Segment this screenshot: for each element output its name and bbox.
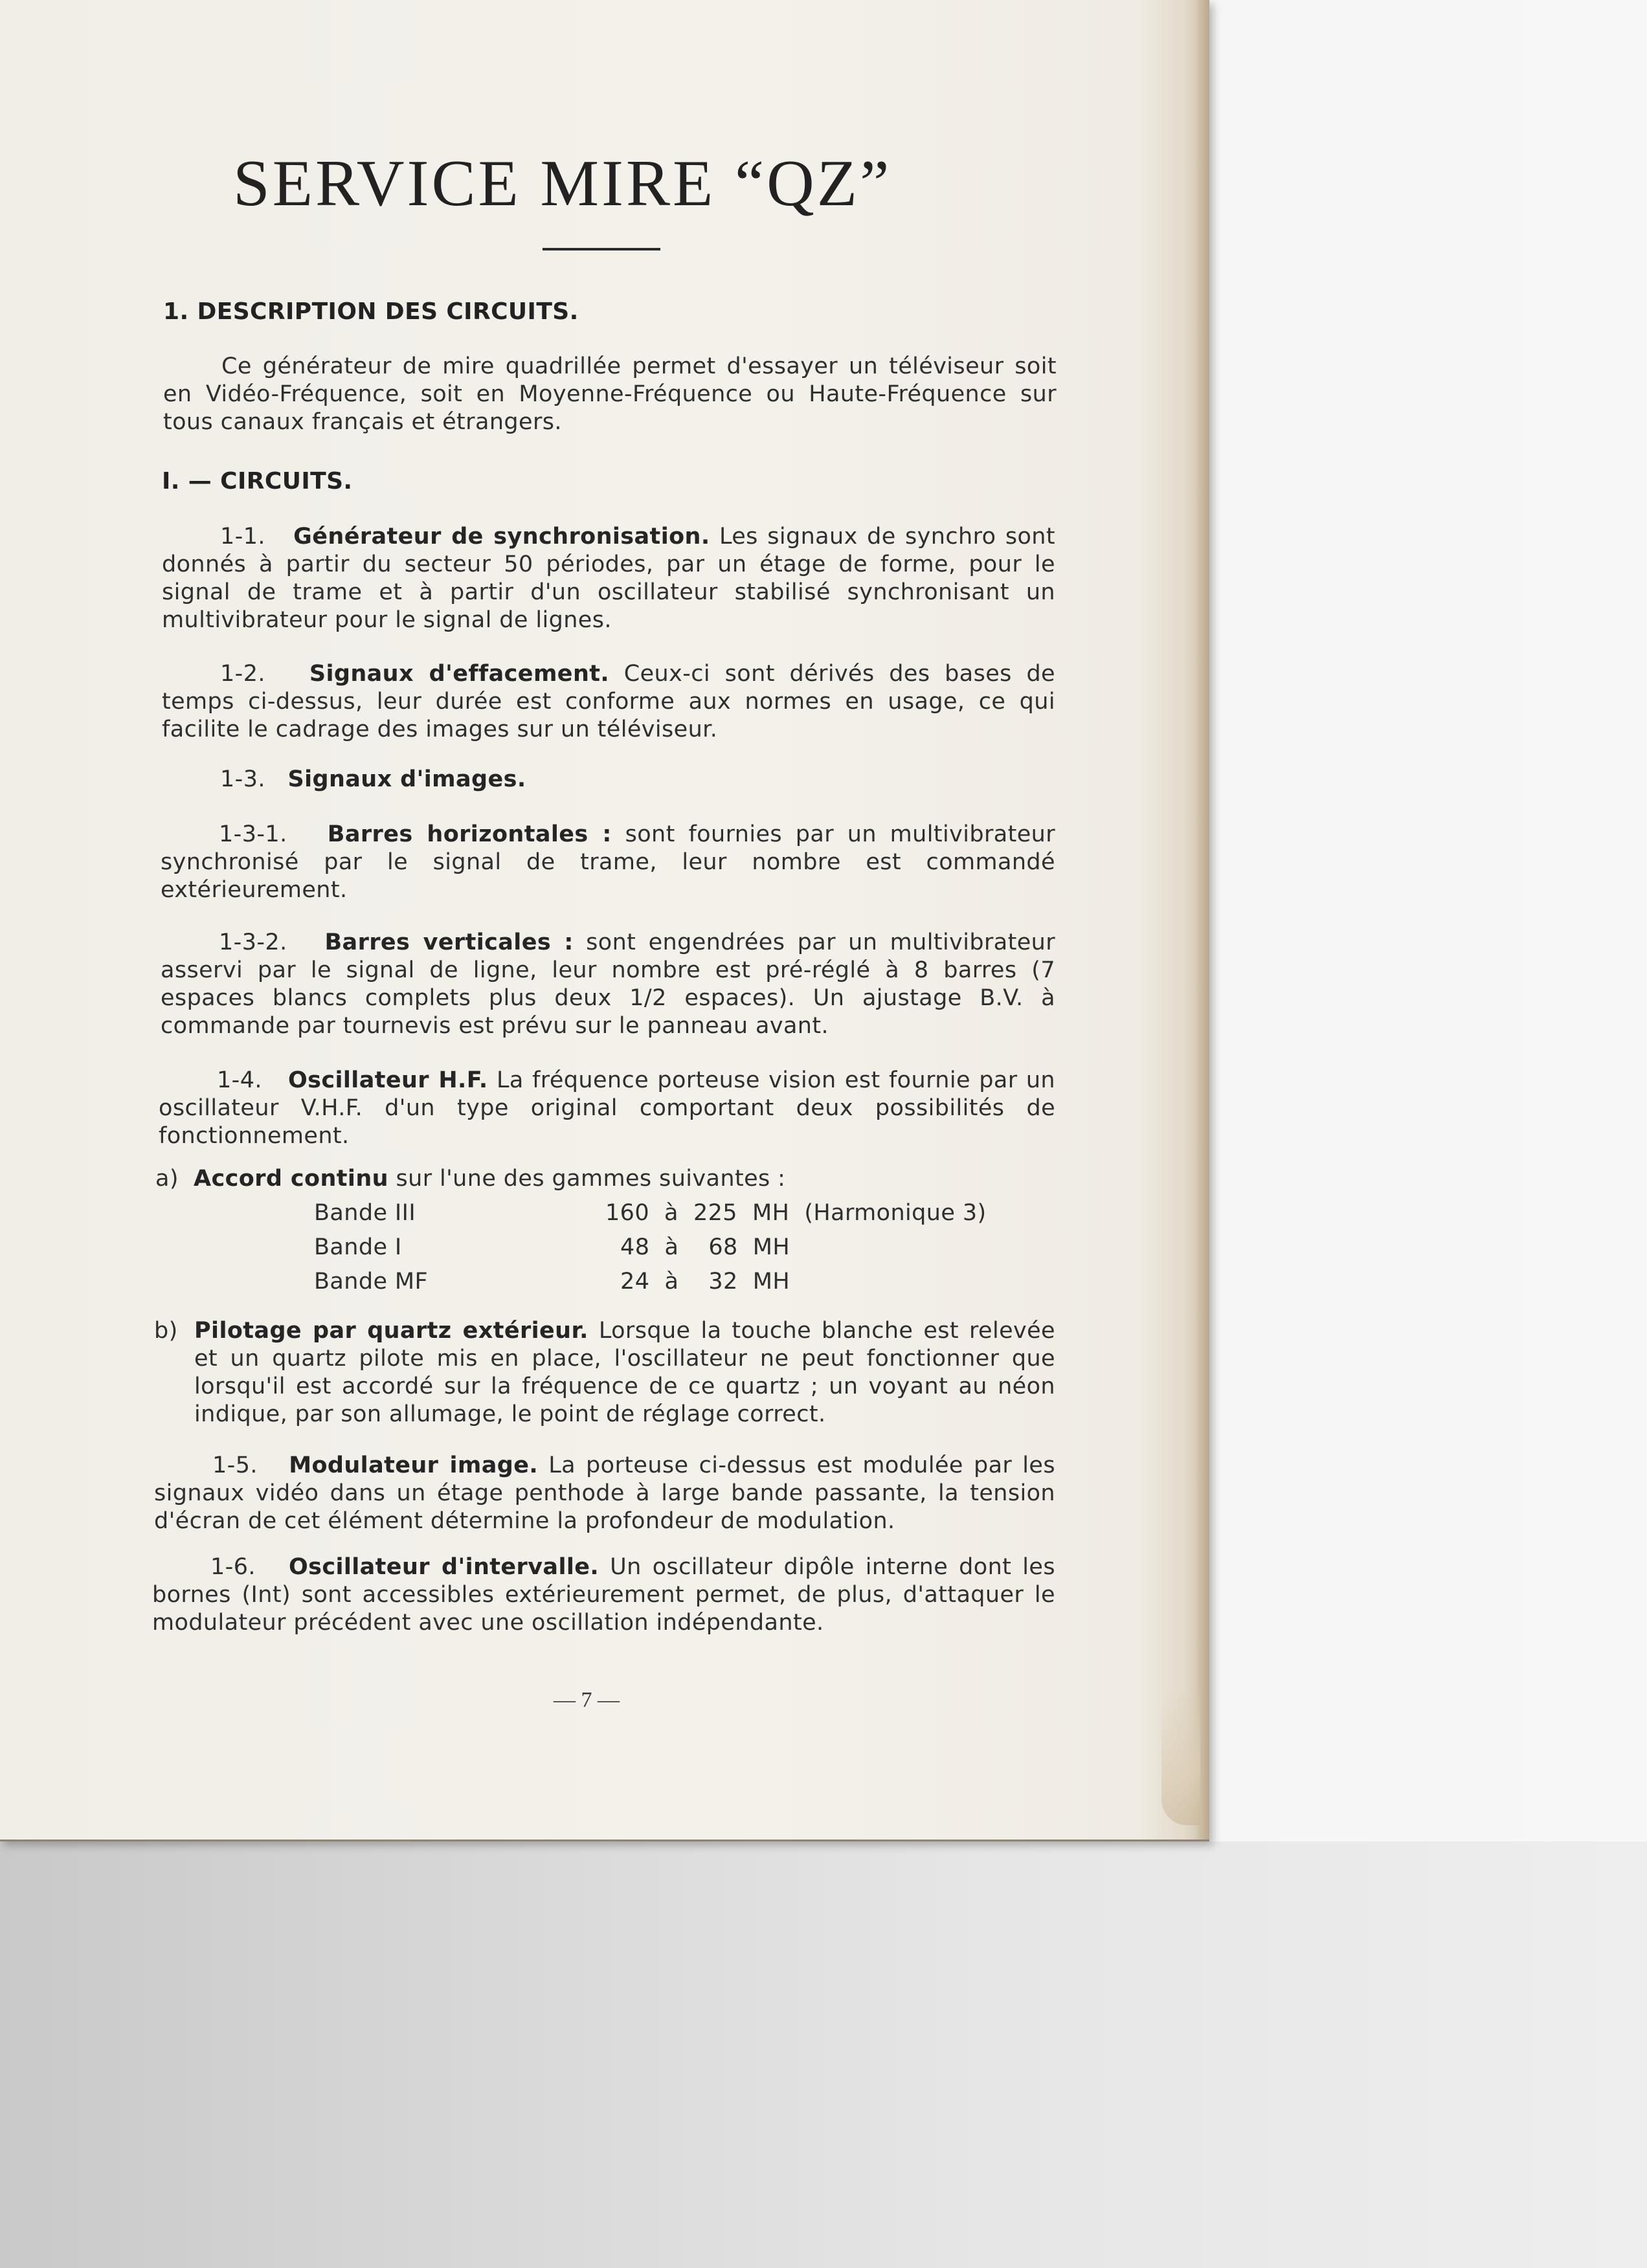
- paragraph-1-3: [162, 766, 1055, 794]
- page-title: SERVICE MIRE “QZ”: [233, 147, 892, 220]
- paragraph-title: Oscillateur H.F.: [287, 1067, 488, 1093]
- paragraph-title: Signaux d'images.: [287, 766, 526, 792]
- paragraph-number: 1-6.: [210, 1554, 256, 1580]
- paragraph-1-2: [162, 660, 1055, 744]
- paragraph-1-3-1: [161, 821, 1055, 904]
- band-row: [314, 1234, 1059, 1268]
- paragraph-1-5: [154, 1452, 1055, 1535]
- paragraph-number: 1-3.: [220, 766, 265, 792]
- paragraph-1-6: [152, 1553, 1055, 1637]
- list-label: a): [155, 1166, 179, 1192]
- list-item-b: [194, 1317, 1055, 1429]
- paragraph-text: sont fournies par un multivibrateur synchronisé par le signal de trame, leur nombre est commandé extérieurement.: [161, 821, 1056, 903]
- intro-text: Ce générateur de mire quadrillée permet d'essayer un téléviseur soit en Vidéo-Fréquence, soit en Moyenne-Fréquence ou Haute-Fréquence sur tous canaux français et étrangers.: [163, 353, 1057, 435]
- paragraph-title: Générateur de synchronisation.: [293, 524, 710, 550]
- paragraph-text: sont engendrées par un multivibrateur asservi par le signal de ligne, leur nombre est pré-réglé à 8 barres (7 espaces blancs complets plus deux 1/2 espaces). Un ajustage B.V. à commande par tournevis est prévu sur le panneau avant.: [161, 929, 1056, 1039]
- band-name: Bande III: [314, 1200, 416, 1226]
- paragraph-title: Modulateur image.: [289, 1452, 539, 1478]
- paragraph-text: La porteuse ci-dessus est modulée par les signaux vidéo dans un étage penthode à large bande passante, la tension d'écran de cet élément détermine la profondeur de modulation.: [154, 1452, 1056, 1534]
- paragraph-text: Ceux-ci sont dérivés des bases de temps ci-dessus, leur durée est conforme aux normes en usage, ce qui facilite le cadrage des images sur un téléviseur.: [162, 661, 1055, 742]
- page-number: — 7 —: [554, 1688, 620, 1712]
- paragraph-number: 1-1.: [220, 524, 265, 550]
- title-underline: [543, 248, 660, 250]
- section-heading-circuits: I. — CIRCUITS.: [162, 468, 353, 495]
- scanner-background: [0, 1841, 1647, 2268]
- page-corner-wear: [1161, 1696, 1200, 1825]
- list-item-text: Lorsque la touche blanche est relevée et un quartz pilote mis en place, l'oscillateur ne peut fonctionner que lorsqu'il est accordé sur la fréquence de ce quartz ; un voyant au néon indique, par son allumage, le point de réglage correct.: [194, 1318, 1055, 1427]
- intro-paragraph: [163, 353, 1057, 436]
- paragraph-text: Un oscillateur dipôle interne dont les bornes (Int) sont accessibles extérieurement permet, de plus, d'attaquer le modulateur précédent avec une oscillation indépendante.: [152, 1554, 1055, 1636]
- section-heading-description: 1. DESCRIPTION DES CIRCUITS.: [163, 298, 579, 325]
- list-item-title: Accord continu: [193, 1166, 388, 1192]
- band-range: 160 à 225 MH (Harmonique 3): [605, 1200, 987, 1226]
- list-item-a: [155, 1165, 785, 1193]
- band-row: [314, 1199, 1059, 1234]
- band-row: [314, 1268, 1059, 1302]
- list-item-b-label: b): [154, 1318, 178, 1344]
- paragraph-number: 1-3-2.: [219, 929, 287, 955]
- paragraph-1-1: [162, 523, 1055, 634]
- paragraph-1-4: [159, 1067, 1055, 1150]
- paragraph-title: Signaux d'effacement.: [309, 661, 610, 687]
- list-item-text: sur l'une des gammes suivantes :: [396, 1166, 786, 1192]
- paragraph-title: Barres verticales :: [324, 929, 574, 955]
- paragraph-title: Oscillateur d'intervalle.: [288, 1554, 599, 1580]
- paragraph-number: 1-4.: [217, 1067, 262, 1093]
- paragraph-title: Barres horizontales :: [327, 821, 612, 847]
- paragraph-number: 1-3-1.: [219, 821, 287, 847]
- paragraph-number: 1-2.: [220, 661, 265, 687]
- band-table: [314, 1199, 1059, 1302]
- band-range: 24 à 32 MH: [605, 1269, 790, 1295]
- list-item-title: Pilotage par quartz extérieur.: [194, 1318, 588, 1344]
- paragraph-text: La fréquence porteuse vision est fournie par un oscillateur V.H.F. d'un type original comportant deux possibilités de fonctionnement.: [159, 1067, 1056, 1149]
- page-edge: [1195, 0, 1209, 1840]
- paragraph-number: 1-5.: [212, 1452, 258, 1478]
- band-name: Bande I: [314, 1234, 402, 1260]
- band-name: Bande MF: [314, 1269, 429, 1295]
- paragraph-1-3-2: [161, 929, 1055, 1040]
- paragraph-text: Les signaux de synchro sont donnés à partir du secteur 50 périodes, par un étage de forme, pour le signal de trame et à partir d'un oscillateur stabilisé synchronisant un multivibrateur pour le signal de lignes.: [162, 524, 1055, 633]
- band-range: 48 à 68 MH: [605, 1234, 790, 1260]
